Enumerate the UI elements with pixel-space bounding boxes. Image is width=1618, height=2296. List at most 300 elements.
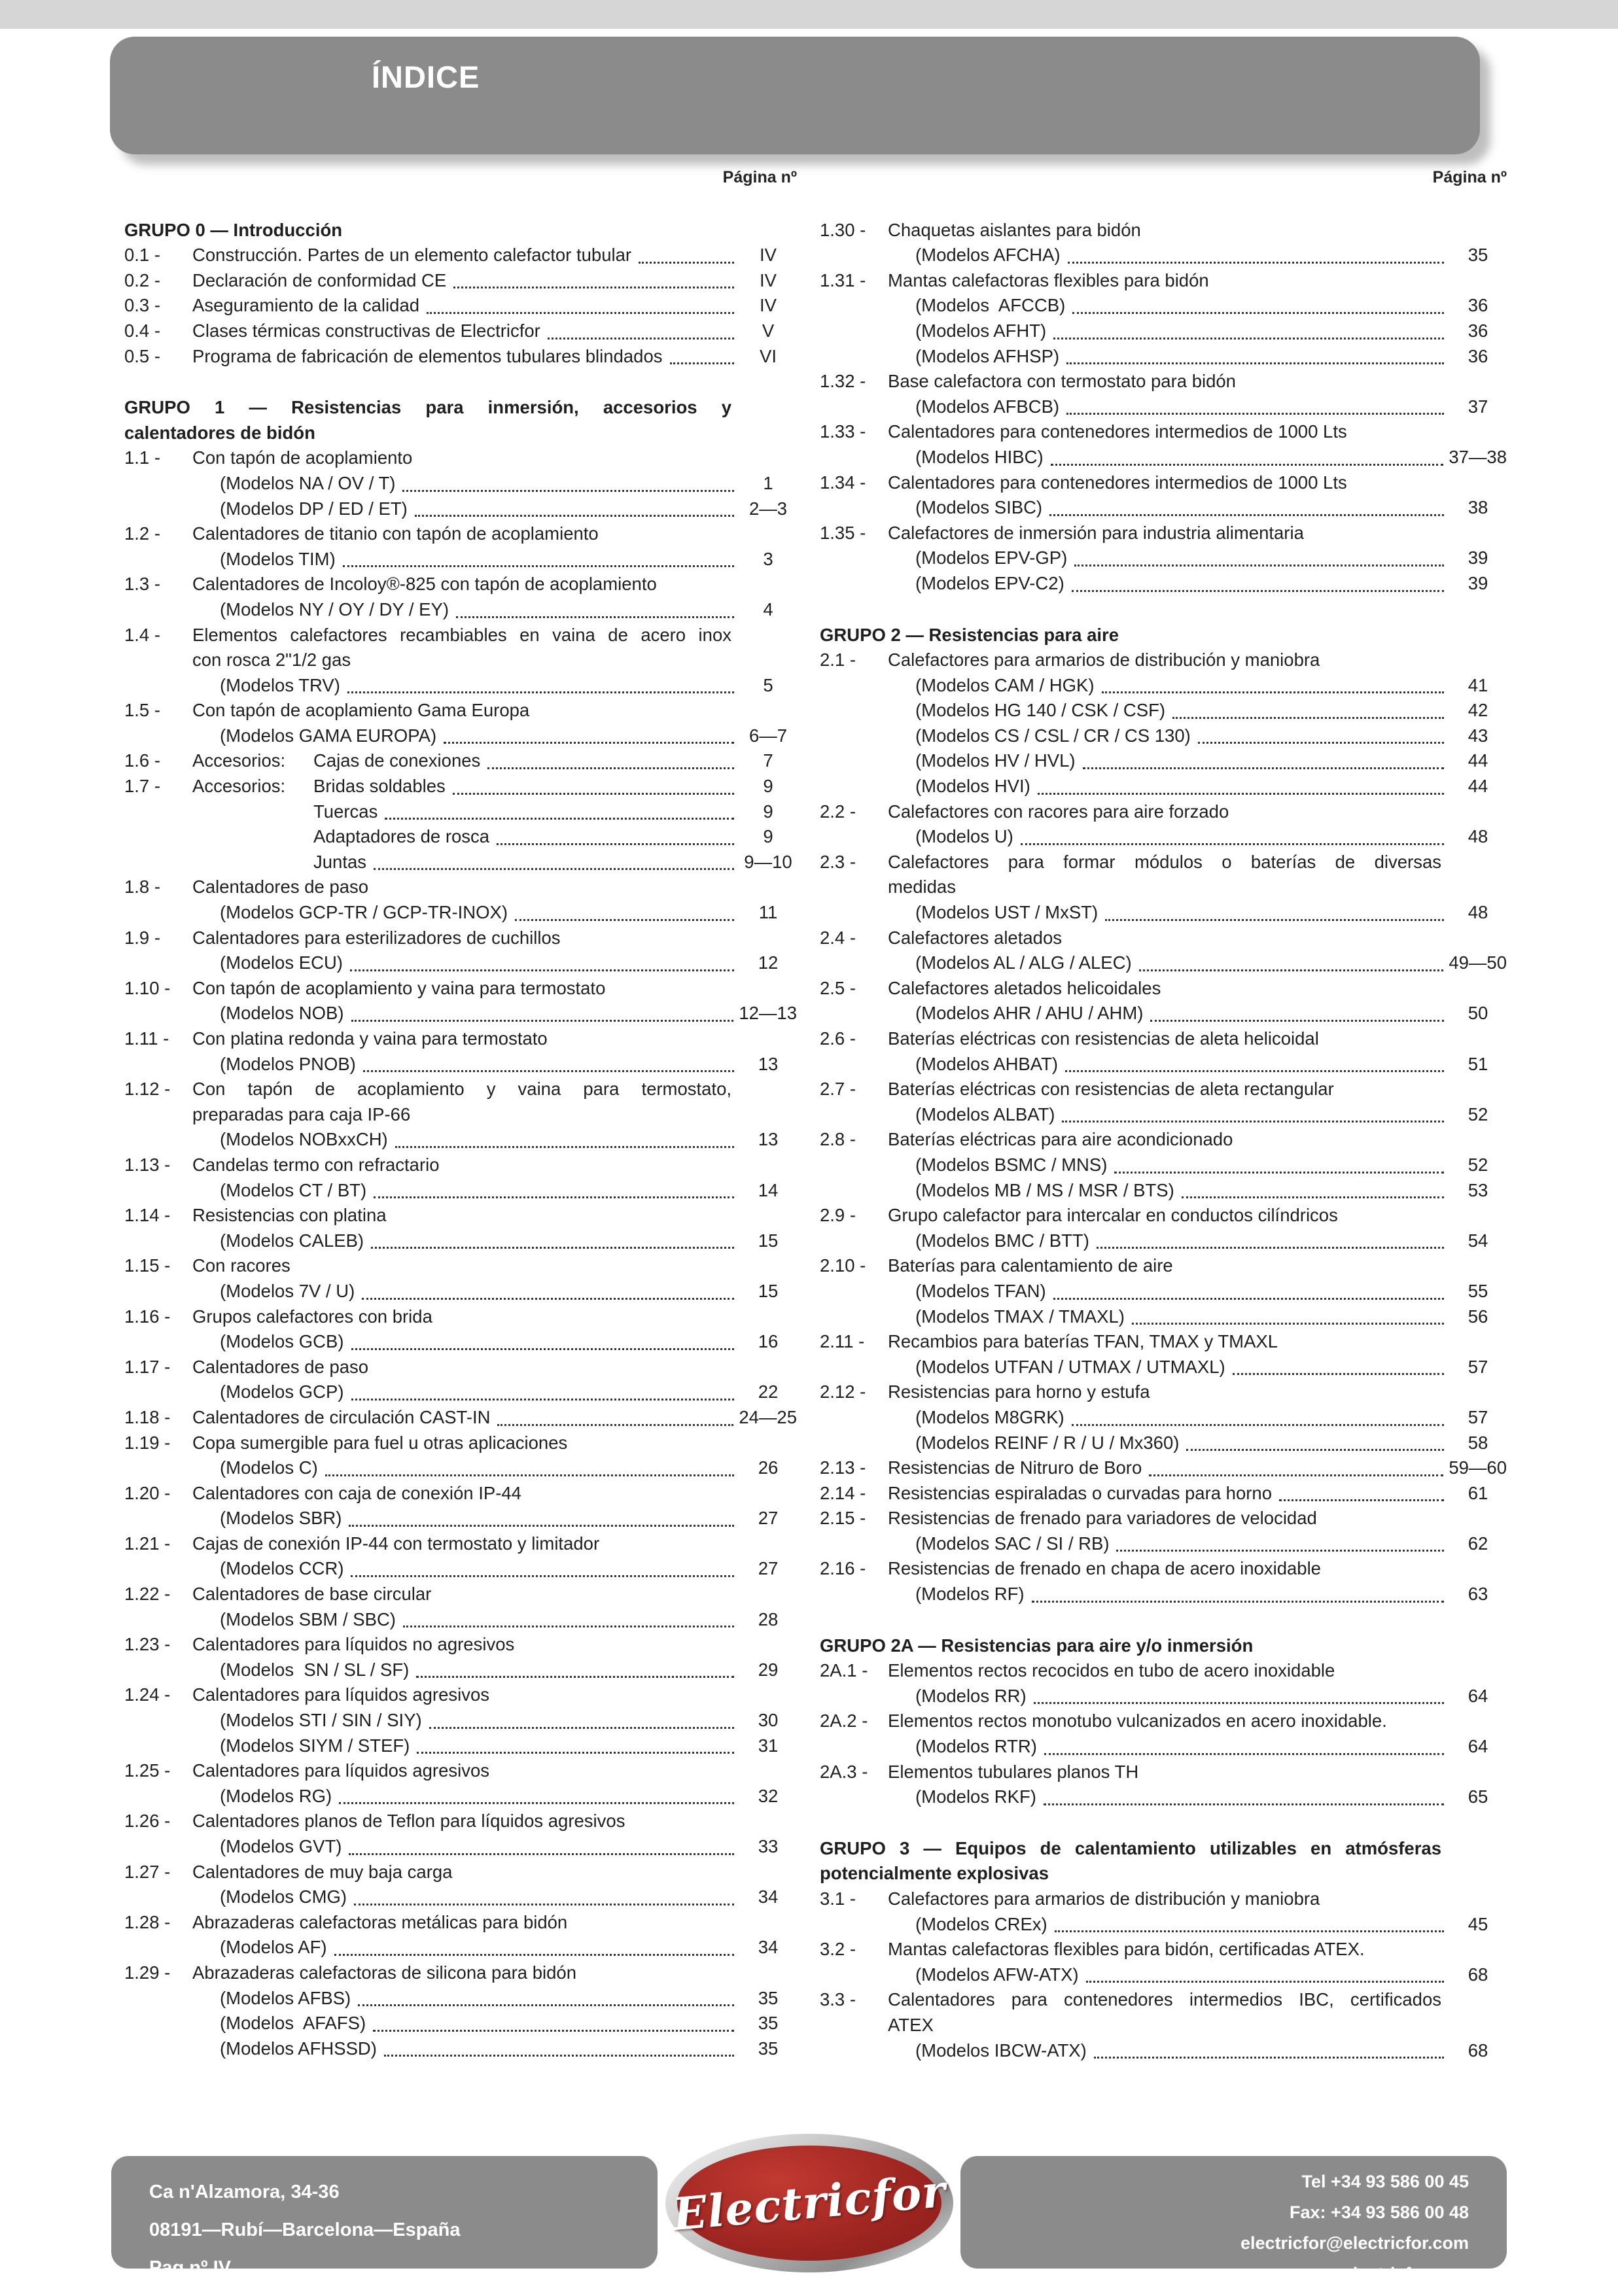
- toc-entry-number: 2.8 -: [820, 1129, 856, 1150]
- dot-leader: [1149, 1474, 1443, 1476]
- toc-entry-title: Elementos tubulares planos TH: [888, 1761, 1139, 1782]
- page-number: 65: [1468, 1786, 1488, 1807]
- electricfor-logo-oval: [671, 2146, 948, 2261]
- toc-model-body: [192, 1455, 797, 1481]
- toc-entry-number: 1.23 -: [124, 1634, 171, 1655]
- dot-leader: [1182, 1196, 1444, 1198]
- toc-model-row: [820, 774, 1507, 799]
- toc-model-name: (Modelos HV / HVL): [915, 750, 1076, 771]
- page-number-label-right: Página nº: [1432, 168, 1507, 186]
- toc-entry-title: Con tapón de acoplamiento: [192, 447, 413, 468]
- dot-leader: [1072, 590, 1444, 592]
- toc-entry-row: [124, 1405, 797, 1431]
- dot-leader: [349, 1525, 734, 1527]
- toc-model-name: (Modelos IBCW-ATX): [915, 2040, 1087, 2061]
- page-number: 16: [758, 1331, 779, 1352]
- toc-entry-row: [124, 926, 797, 951]
- toc-entry-title: Calefactores para armarios de distribución y maniobra: [888, 1888, 1320, 1909]
- page-number: 31: [758, 1735, 779, 1756]
- toc-model-body: [192, 1127, 797, 1153]
- dot-leader: [1072, 312, 1444, 314]
- toc-model-body: [888, 1355, 1507, 1380]
- toc-entry-title: Resistencias con platina: [192, 1205, 387, 1226]
- toc-entry-title: Elementos calefactores recambiables en vaina de acero inox: [192, 624, 731, 645]
- toc-entry-number: 1.32 -: [820, 371, 866, 392]
- toc-entry-number: 0.3 -: [124, 295, 161, 316]
- toc-model-row: [820, 950, 1507, 976]
- page-number: 44: [1468, 750, 1488, 771]
- toc-entry-title: Base calefactora con termostato para bidón: [888, 371, 1236, 392]
- dot-leader: [427, 312, 734, 314]
- toc-model-name: (Modelos HG 140 / CSK / CSF): [915, 700, 1166, 721]
- dot-leader: [1049, 514, 1444, 516]
- toc-model-name: (Modelos NOBxxCH): [220, 1129, 388, 1150]
- toc-model-body: [888, 546, 1507, 571]
- toc-model-body: [192, 900, 797, 926]
- toc-entry-number: 1.26 -: [124, 1811, 171, 1832]
- toc-model-name: (Modelos GAMA EUROPA): [220, 725, 437, 746]
- page-number: 3: [763, 548, 773, 569]
- toc-model-body: [192, 1178, 797, 1204]
- toc-model-name: (Modelos AF): [220, 1937, 327, 1958]
- toc-entry-number: 2.3 -: [820, 851, 856, 872]
- dot-leader: [358, 2004, 734, 2006]
- toc-entry-row: [820, 1760, 1507, 1785]
- toc-entry-number: 1.20 -: [124, 1482, 171, 1503]
- toc-entry-body: [192, 293, 797, 319]
- dot-leader: [1139, 969, 1444, 971]
- page-number: 68: [1468, 1964, 1488, 1985]
- toc-model-body: [888, 1784, 1507, 1810]
- toc-model-body: [192, 1380, 797, 1405]
- toc-model-row: [124, 1228, 797, 1254]
- toc-entry-row: [124, 976, 797, 1001]
- toc-entry-title: Calentadores de Incoloy®-825 con tapón de acoplamiento: [192, 574, 657, 595]
- page-number: IV: [760, 245, 777, 266]
- toc-model-body: [888, 293, 1507, 319]
- toc-model-body: [192, 2036, 797, 2062]
- toc-model-row: [124, 1733, 797, 1759]
- toc-model-row: [124, 673, 797, 699]
- toc-model-body: [888, 1228, 1507, 1254]
- dot-leader: [417, 1752, 734, 1754]
- page-number: 34: [758, 1887, 779, 1907]
- toc-model-row: [820, 293, 1507, 319]
- toc-entry-title: Recambios para baterías TFAN, TMAX y TMAXL: [888, 1331, 1278, 1352]
- toc-entry-row: [124, 648, 797, 673]
- toc-model-row: [820, 1431, 1507, 1456]
- toc-entry-number: 1.29 -: [124, 1962, 171, 1983]
- toc-entry-number: 1.22 -: [124, 1584, 171, 1605]
- page-number: V: [762, 320, 775, 341]
- toc-model-row: [820, 319, 1507, 344]
- toc-entry-row: [124, 1960, 797, 1986]
- page-title: ÍNDICE: [372, 60, 480, 94]
- toc-model-body: [192, 1506, 797, 1531]
- toc-entry-title: Con tapón de acoplamiento y vaina para termostato: [192, 977, 606, 998]
- dot-leader: [362, 1298, 734, 1300]
- dot-leader: [1083, 767, 1444, 769]
- toc-model-row: [124, 900, 797, 926]
- toc-entry-title: Calentadores planos de Teflon para líquidos agresivos: [192, 1811, 625, 1832]
- page-number: 15: [758, 1230, 779, 1251]
- toc-model-row: [124, 1127, 797, 1153]
- toc-model-body: [192, 673, 797, 699]
- toc-entry-number: 1.24 -: [124, 1684, 171, 1705]
- toc-entry-body: [192, 319, 797, 344]
- dot-leader: [1132, 1323, 1444, 1325]
- toc-entry-number: 1.14 -: [124, 1205, 171, 1226]
- dot-leader: [403, 1626, 734, 1627]
- toc-model-body: [192, 1228, 797, 1254]
- toc-accessory-body: [192, 748, 797, 774]
- toc-entry-body: [192, 268, 797, 294]
- toc-model-row: [820, 546, 1507, 571]
- page-number: 49—50: [1449, 952, 1507, 973]
- toc-model-row: [124, 723, 797, 749]
- toc-entry-row: [820, 648, 1507, 673]
- toc-model-row: [124, 1607, 797, 1633]
- toc-entry-row: [124, 698, 797, 723]
- page-number: 36: [1468, 295, 1488, 316]
- page-number: 68: [1468, 2040, 1488, 2061]
- toc-entry-number: 2.11 -: [820, 1331, 865, 1352]
- dot-leader: [334, 1954, 734, 1956]
- page-number: 52: [1468, 1154, 1488, 1175]
- page-number: 38: [1468, 497, 1488, 518]
- dot-leader: [444, 742, 734, 744]
- toc-entry-number: 2.1 -: [820, 650, 856, 670]
- toc-entry-row: [820, 1329, 1507, 1355]
- toc-model-name: (Modelos ECU): [220, 952, 343, 973]
- toc-model-row: [124, 1052, 797, 1077]
- toc-model-name: (Modelos SBM / SBC): [220, 1609, 396, 1629]
- page-number: 6—7: [748, 725, 788, 746]
- toc-entry-row: [820, 850, 1507, 875]
- page-number: 12: [758, 952, 779, 973]
- toc-model-name: (Modelos RR): [915, 1685, 1027, 1706]
- toc-model-row: [820, 1153, 1507, 1178]
- toc-entry-row: [124, 1431, 797, 1456]
- toc-model-row: [124, 1986, 797, 2011]
- toc-entry-title: Calentadores de base circular: [192, 1584, 432, 1605]
- toc-entry-title: Chaquetas aislantes para bidón: [888, 219, 1141, 240]
- toc-group-heading: [820, 1836, 1507, 1887]
- toc-model-name: (Modelos AFHSSD): [220, 2038, 377, 2059]
- toc-entry-row: [820, 875, 1507, 900]
- toc-model-body: [888, 824, 1507, 850]
- toc-entry-number: 1.31 -: [820, 270, 866, 290]
- toc-model-row: [820, 495, 1507, 521]
- dot-leader: [350, 969, 734, 971]
- toc-model-name: (Modelos TFAN): [915, 1280, 1046, 1301]
- toc-model-body: [888, 1912, 1507, 1938]
- page-number: 35: [758, 2013, 779, 2034]
- toc-model-row: [124, 1001, 797, 1026]
- toc-entry-row: [124, 1026, 797, 1052]
- dot-leader: [1032, 1601, 1444, 1603]
- toc-model-name: (Modelos CS / CSL / CR / CS 130): [915, 725, 1191, 746]
- toc-model-body: [192, 1279, 797, 1304]
- toc-model-body: [192, 597, 797, 623]
- page-number: 51: [1468, 1053, 1488, 1074]
- toc-model-row: [820, 723, 1507, 749]
- toc-entry-title: Calefactores aletados helicoidales: [888, 977, 1161, 998]
- toc-model-name: (Modelos SIYM / STEF): [220, 1735, 410, 1756]
- toc-entry-row: [820, 470, 1507, 496]
- page-number: 42: [1468, 700, 1488, 721]
- dot-leader: [339, 1802, 734, 1804]
- toc-entry-number: 2.14 -: [820, 1482, 866, 1503]
- toc-model-name: (Modelos GCP): [220, 1382, 344, 1402]
- toc-entry-title: Con tapón de acoplamiento Gama Europa: [192, 700, 530, 721]
- toc-model-row: [820, 1052, 1507, 1077]
- dot-leader: [415, 515, 734, 517]
- toc-entry-number: 2.12 -: [820, 1382, 866, 1402]
- toc-model-row: [820, 1102, 1507, 1128]
- dot-leader: [1186, 1449, 1444, 1451]
- toc-model-name: (Modelos TMAX / TMAXL): [915, 1306, 1125, 1327]
- page-number: 28: [758, 1609, 779, 1629]
- toc-model-name: (Modelos AHR / AHU / AHM): [915, 1003, 1144, 1024]
- toc-model-row: [124, 1455, 797, 1481]
- toc-entry-row: [820, 369, 1507, 394]
- toc-entry-number: 1.17 -: [124, 1356, 171, 1377]
- toc-entry-title: Clases térmicas constructivas de Electricfor: [192, 320, 540, 341]
- page-number: 57: [1468, 1356, 1488, 1377]
- dot-leader: [1055, 1930, 1444, 1932]
- footer-tel: Tel +34 93 586 00 45: [1301, 2172, 1469, 2191]
- toc-entry-row: [820, 1709, 1507, 1734]
- toc-entry-body: [192, 243, 797, 268]
- toc-entry-title: Calentadores de titanio con tapón de acoplamiento: [192, 523, 599, 544]
- page-number: 48: [1468, 902, 1488, 923]
- toc-model-row: [820, 571, 1507, 597]
- page-number: 54: [1468, 1230, 1488, 1251]
- toc-model-row: [820, 1912, 1507, 1938]
- toc-model-body: [192, 2011, 797, 2036]
- toc-model-row: [820, 1228, 1507, 1254]
- dot-leader: [453, 287, 734, 288]
- dot-leader: [1021, 843, 1444, 845]
- toc-model-row: [124, 1506, 797, 1531]
- toc-entry-title: Grupos calefactores con brida: [192, 1306, 432, 1327]
- toc-model-row: [124, 547, 797, 572]
- page-number: 37: [1468, 396, 1488, 417]
- toc-entry-title: Calentadores para líquidos no agresivos: [192, 1634, 515, 1655]
- toc-entry-title: Calentadores con caja de conexión IP-44: [192, 1482, 521, 1503]
- page-number: 45: [1468, 1913, 1488, 1934]
- toc-group-heading: [124, 395, 797, 445]
- toc-entry-row: [820, 799, 1507, 825]
- toc-model-row: [124, 1834, 797, 1860]
- page-number: 29: [758, 1659, 779, 1680]
- dot-leader: [1150, 1020, 1444, 1022]
- toc-entry-number: 1.1 -: [124, 447, 161, 468]
- toc-model-body: [888, 1734, 1507, 1760]
- toc-entry-title: Calentadores de muy baja carga: [192, 1861, 453, 1882]
- toc-model-body: [888, 950, 1507, 976]
- toc-entry-number: 1.35 -: [820, 522, 866, 543]
- toc-blocks-left: [124, 218, 797, 2062]
- dot-leader: [1072, 1424, 1444, 1426]
- toc-entry-number: 1.13 -: [124, 1154, 171, 1175]
- dot-leader: [453, 793, 734, 795]
- toc-entry-row: [124, 1809, 797, 1834]
- toc-entry-row: [124, 1355, 797, 1380]
- toc-entry-title: preparadas para caja IP-66: [192, 1104, 411, 1124]
- toc-heading-line: GRUPO 3 — Equipos de calentamiento utilizables en atmósferas: [820, 1837, 1441, 1858]
- toc-entry-row: [820, 926, 1507, 951]
- toc-model-row: [124, 1329, 797, 1355]
- toc-entry-number: 3.3 -: [820, 1989, 856, 2010]
- toc-model-body: [888, 673, 1507, 699]
- dot-leader: [1172, 717, 1444, 719]
- page-number: 30: [758, 1710, 779, 1731]
- toc-entry-row: [124, 1910, 797, 1936]
- page-number: 9—10: [744, 851, 792, 872]
- toc-model-name: (Modelos TIM): [220, 548, 336, 569]
- toc-model-row: [820, 1734, 1507, 1760]
- toc-model-name: (Modelos GCB): [220, 1331, 344, 1352]
- toc-entry-title: Calefactores de inmersión para industria alimentaria: [888, 522, 1304, 543]
- toc-entry-title: Grupo calefactor para intercalar en conductos cilíndricos: [888, 1205, 1338, 1226]
- toc-entry-number: 1.9 -: [124, 927, 161, 948]
- toc-model-row: [820, 445, 1507, 470]
- dot-leader: [384, 2055, 734, 2057]
- toc-model-body: [888, 748, 1507, 774]
- footer-address-line2: 08191—Rubí—Barcelona—España: [149, 2219, 461, 2240]
- toc-entry-number: 3.2 -: [820, 1939, 856, 1960]
- dot-leader: [1114, 1172, 1444, 1174]
- toc-entry-title: Calentadores para líquidos agresivos: [192, 1760, 490, 1781]
- toc-entry-number: 2.15 -: [820, 1508, 866, 1529]
- dot-leader: [374, 868, 734, 870]
- toc-accessory-row: [124, 824, 797, 850]
- page-number: IV: [760, 270, 777, 290]
- page-number-label-left: Página nº: [722, 168, 797, 186]
- toc-model-body: [888, 723, 1507, 749]
- dot-leader: [497, 1424, 733, 1426]
- toc-model-name: (Modelos AFBS): [220, 1987, 351, 2008]
- toc-model-body: [192, 1658, 797, 1683]
- toc-entry-number: 1.19 -: [124, 1432, 171, 1453]
- top-strip: [0, 0, 1618, 29]
- toc-model-name: (Modelos GVT): [220, 1836, 342, 1856]
- toc-entry-body: [192, 1405, 797, 1431]
- page-number: 26: [758, 1457, 779, 1478]
- toc-entry-number: 2.16 -: [820, 1558, 866, 1579]
- toc-model-name: (Modelos RF): [915, 1584, 1025, 1605]
- toc-model-name: (Modelos AFAFS): [220, 2013, 366, 2034]
- toc-model-name: (Modelos REINF / R / U / Mx360): [915, 1432, 1180, 1453]
- page-number: 9: [763, 776, 773, 797]
- toc-entry-row: [820, 521, 1507, 546]
- toc-entry-row: [820, 1887, 1507, 1912]
- header-bar: [110, 37, 1480, 154]
- toc-model-name: (Modelos RKF): [915, 1786, 1036, 1807]
- toc-model-name: (Modelos EPV-C2): [915, 572, 1064, 593]
- toc-entry-number: 1.30 -: [820, 219, 866, 240]
- toc-entry-number: 1.10 -: [124, 977, 171, 998]
- dot-leader: [1066, 362, 1444, 364]
- toc-model-name: (Modelos AFHSP): [915, 345, 1060, 366]
- footer-email: electricfor@electricfor.com: [1240, 2233, 1469, 2253]
- page-number: 39: [1468, 572, 1488, 593]
- dot-leader: [456, 616, 734, 618]
- dot-leader: [1105, 919, 1444, 921]
- electricfor-logo: [665, 2134, 953, 2272]
- toc-entry-title: Construcción. Partes de un elemento calefactor tubular: [192, 245, 632, 266]
- dot-leader: [1094, 2057, 1444, 2059]
- page-number: 1: [763, 472, 773, 493]
- page-number: 53: [1468, 1179, 1488, 1200]
- toc-accessory-row: [124, 774, 797, 799]
- dot-leader: [363, 1070, 734, 1072]
- toc-model-row: [820, 824, 1507, 850]
- footer-contact-box: [960, 2156, 1507, 2284]
- toc-model-row: [820, 1405, 1507, 1431]
- page-number: 48: [1468, 826, 1488, 847]
- toc-model-body: [192, 547, 797, 572]
- toc-entry-row: [820, 1937, 1507, 1962]
- toc-entry-title: Resistencias de frenado en chapa de acero inoxidable: [888, 1558, 1321, 1579]
- toc-accessory-label: Accesorios:: [192, 776, 286, 797]
- page-number: 2—3: [748, 498, 788, 519]
- toc-entry-number: 2.4 -: [820, 927, 856, 948]
- toc-entry-title: Calentadores de paso: [192, 877, 369, 897]
- dot-leader: [374, 1196, 734, 1198]
- toc-model-body: [888, 774, 1507, 799]
- toc-entry-row: [124, 623, 797, 648]
- toc-model-name: (Modelos TRV): [220, 674, 340, 695]
- toc-heading-line: potencialmente explosivas: [820, 1863, 1049, 1884]
- toc-entry-title: Calentadores para contenedores intermedios de 1000 Lts: [888, 472, 1347, 493]
- page-number: 56: [1468, 1306, 1488, 1327]
- toc-entry-row: [820, 1481, 1507, 1506]
- dot-leader: [1044, 1753, 1444, 1755]
- toc-model-name: (Modelos AHBAT): [915, 1053, 1059, 1074]
- dot-leader: [351, 1020, 734, 1022]
- toc-model-name: (Modelos UST / MxST): [915, 902, 1099, 923]
- toc-model-body: [888, 900, 1507, 926]
- toc-entry-number: 1.8 -: [124, 877, 161, 897]
- toc-model-row: [820, 1962, 1507, 1988]
- toc-entry-title: Con racores: [192, 1255, 290, 1276]
- toc-entry-row: [124, 1304, 797, 1330]
- toc-model-row: [124, 1556, 797, 1582]
- toc-accessory-row: [124, 748, 797, 774]
- toc-model-body: [192, 1052, 797, 1077]
- toc-model-row: [124, 1935, 797, 1960]
- dot-leader: [1065, 1070, 1444, 1072]
- footer-fax: Fax: +34 93 586 00 48: [1290, 2202, 1469, 2222]
- toc-model-row: [820, 243, 1507, 268]
- toc-entry-number: 1.33 -: [820, 421, 866, 442]
- page-number: 35: [758, 2038, 779, 2059]
- toc-model-body: [888, 1102, 1507, 1128]
- page-number: 35: [758, 1987, 779, 2008]
- toc-model-body: [888, 344, 1507, 370]
- toc-model-row: [124, 1178, 797, 1204]
- toc-entry-number: 1.34 -: [820, 472, 866, 493]
- dot-leader: [1051, 464, 1444, 466]
- toc-entry-number: 1.21 -: [124, 1533, 171, 1554]
- toc-entry-title: ATEX: [888, 2014, 934, 2035]
- toc-entry-row: [820, 218, 1507, 243]
- page-number: 14: [758, 1179, 779, 1200]
- page-number: 33: [758, 1836, 779, 1856]
